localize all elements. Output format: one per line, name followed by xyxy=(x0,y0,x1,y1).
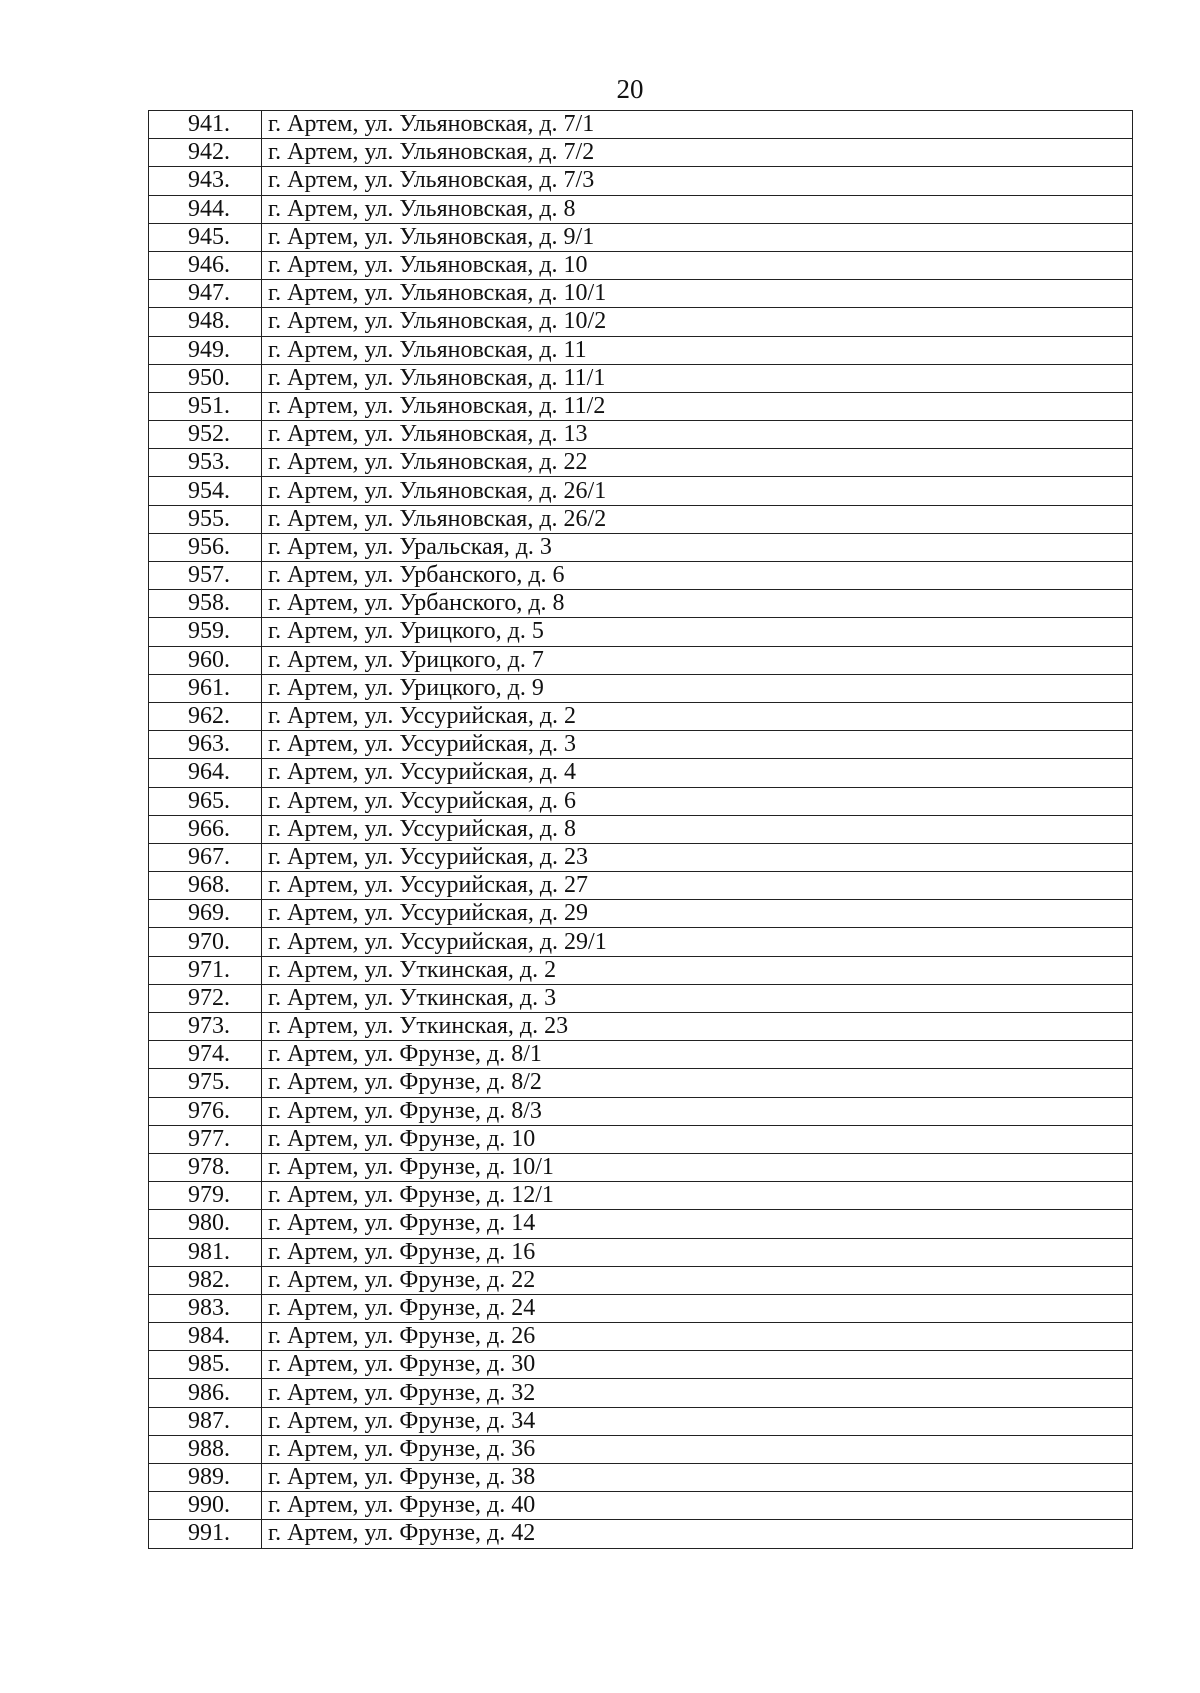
row-address: г. Артем, ул. Уткинская, д. 3 xyxy=(262,984,1133,1012)
table-row xyxy=(149,1125,1133,1153)
row-number: 986. xyxy=(149,1379,262,1407)
table-row xyxy=(149,505,1133,533)
row-number: 946. xyxy=(149,251,262,279)
row-number: 953. xyxy=(149,449,262,477)
table-row xyxy=(149,223,1133,251)
table-row xyxy=(149,1210,1133,1238)
row-number: 979. xyxy=(149,1182,262,1210)
row-number: 961. xyxy=(149,674,262,702)
row-number: 962. xyxy=(149,702,262,730)
row-address: г. Артем, ул. Фрунзе, д. 42 xyxy=(262,1520,1133,1548)
row-number: 989. xyxy=(149,1464,262,1492)
table-row xyxy=(149,956,1133,984)
row-address: г. Артем, ул. Урбанского, д. 6 xyxy=(262,562,1133,590)
row-address: г. Артем, ул. Фрунзе, д. 14 xyxy=(262,1210,1133,1238)
row-address: г. Артем, ул. Фрунзе, д. 8/1 xyxy=(262,1041,1133,1069)
row-address: г. Артем, ул. Уссурийская, д. 8 xyxy=(262,815,1133,843)
row-address: г. Артем, ул. Ульяновская, д. 10 xyxy=(262,251,1133,279)
row-address: г. Артем, ул. Уральская, д. 3 xyxy=(262,533,1133,561)
row-address: г. Артем, ул. Ульяновская, д. 8 xyxy=(262,195,1133,223)
row-number: 959. xyxy=(149,618,262,646)
table-row xyxy=(149,1294,1133,1322)
row-address: г. Артем, ул. Ульяновская, д. 11 xyxy=(262,336,1133,364)
row-address: г. Артем, ул. Ульяновская, д. 7/2 xyxy=(262,139,1133,167)
table-row xyxy=(149,1238,1133,1266)
row-number: 950. xyxy=(149,364,262,392)
row-address: г. Артем, ул. Фрунзе, д. 16 xyxy=(262,1238,1133,1266)
table-row xyxy=(149,364,1133,392)
row-address: г. Артем, ул. Фрунзе, д. 38 xyxy=(262,1464,1133,1492)
row-number: 977. xyxy=(149,1125,262,1153)
table-row xyxy=(149,392,1133,420)
table-row xyxy=(149,928,1133,956)
row-address: г. Артем, ул. Урицкого, д. 9 xyxy=(262,674,1133,702)
row-number: 978. xyxy=(149,1153,262,1181)
row-number: 987. xyxy=(149,1407,262,1435)
row-number: 991. xyxy=(149,1520,262,1548)
table-row xyxy=(149,421,1133,449)
table-row xyxy=(149,900,1133,928)
row-address: г. Артем, ул. Уткинская, д. 2 xyxy=(262,956,1133,984)
table-row xyxy=(149,1041,1133,1069)
table-row xyxy=(149,1182,1133,1210)
row-number: 947. xyxy=(149,280,262,308)
row-address: г. Артем, ул. Фрунзе, д. 26 xyxy=(262,1323,1133,1351)
table-row xyxy=(149,533,1133,561)
row-number: 951. xyxy=(149,392,262,420)
row-number: 983. xyxy=(149,1294,262,1322)
row-number: 968. xyxy=(149,872,262,900)
table-row xyxy=(149,674,1133,702)
table-row xyxy=(149,1520,1133,1548)
row-address: г. Артем, ул. Фрунзе, д. 32 xyxy=(262,1379,1133,1407)
row-address: г. Артем, ул. Урбанского, д. 8 xyxy=(262,590,1133,618)
table-row xyxy=(149,280,1133,308)
row-address: г. Артем, ул. Фрунзе, д. 12/1 xyxy=(262,1182,1133,1210)
row-number: 981. xyxy=(149,1238,262,1266)
row-number: 943. xyxy=(149,167,262,195)
row-address: г. Артем, ул. Фрунзе, д. 8/3 xyxy=(262,1097,1133,1125)
table-row xyxy=(149,1464,1133,1492)
table-row xyxy=(149,449,1133,477)
table-row xyxy=(149,167,1133,195)
row-number: 967. xyxy=(149,843,262,871)
table-row xyxy=(149,731,1133,759)
row-number: 952. xyxy=(149,421,262,449)
row-address: г. Артем, ул. Фрунзе, д. 22 xyxy=(262,1266,1133,1294)
table-row xyxy=(149,1097,1133,1125)
row-number: 958. xyxy=(149,590,262,618)
table-row xyxy=(149,787,1133,815)
table-row xyxy=(149,139,1133,167)
table-row xyxy=(149,872,1133,900)
row-address: г. Артем, ул. Фрунзе, д. 10/1 xyxy=(262,1153,1133,1181)
row-number: 984. xyxy=(149,1323,262,1351)
row-address: г. Артем, ул. Фрунзе, д. 24 xyxy=(262,1294,1133,1322)
row-number: 980. xyxy=(149,1210,262,1238)
address-table xyxy=(148,110,1133,1549)
table-row xyxy=(149,843,1133,871)
table-row xyxy=(149,1492,1133,1520)
row-address: г. Артем, ул. Ульяновская, д. 11/2 xyxy=(262,392,1133,420)
table-row xyxy=(149,195,1133,223)
table-row xyxy=(149,590,1133,618)
row-address: г. Артем, ул. Ульяновская, д. 26/2 xyxy=(262,505,1133,533)
row-number: 975. xyxy=(149,1069,262,1097)
row-number: 948. xyxy=(149,308,262,336)
row-number: 965. xyxy=(149,787,262,815)
table-row xyxy=(149,1379,1133,1407)
row-address: г. Артем, ул. Уссурийская, д. 6 xyxy=(262,787,1133,815)
row-number: 954. xyxy=(149,477,262,505)
row-number: 988. xyxy=(149,1435,262,1463)
row-number: 945. xyxy=(149,223,262,251)
row-address: г. Артем, ул. Уткинская, д. 23 xyxy=(262,1013,1133,1041)
row-address: г. Артем, ул. Фрунзе, д. 10 xyxy=(262,1125,1133,1153)
row-number: 960. xyxy=(149,646,262,674)
row-number: 976. xyxy=(149,1097,262,1125)
row-address: г. Артем, ул. Фрунзе, д. 40 xyxy=(262,1492,1133,1520)
row-address: г. Артем, ул. Урицкого, д. 7 xyxy=(262,646,1133,674)
row-address: г. Артем, ул. Ульяновская, д. 26/1 xyxy=(262,477,1133,505)
row-number: 966. xyxy=(149,815,262,843)
row-number: 974. xyxy=(149,1041,262,1069)
table-row xyxy=(149,702,1133,730)
row-number: 941. xyxy=(149,111,262,139)
table-row xyxy=(149,111,1133,139)
address-table-body xyxy=(149,111,1133,1549)
row-address: г. Артем, ул. Уссурийская, д. 3 xyxy=(262,731,1133,759)
table-row xyxy=(149,308,1133,336)
row-address: г. Артем, ул. Фрунзе, д. 8/2 xyxy=(262,1069,1133,1097)
row-number: 942. xyxy=(149,139,262,167)
row-address: г. Артем, ул. Фрунзе, д. 36 xyxy=(262,1435,1133,1463)
row-number: 970. xyxy=(149,928,262,956)
row-number: 969. xyxy=(149,900,262,928)
row-address: г. Артем, ул. Ульяновская, д. 10/2 xyxy=(262,308,1133,336)
row-number: 972. xyxy=(149,984,262,1012)
row-address: г. Артем, ул. Ульяновская, д. 13 xyxy=(262,421,1133,449)
row-number: 944. xyxy=(149,195,262,223)
table-row xyxy=(149,1153,1133,1181)
row-number: 982. xyxy=(149,1266,262,1294)
row-address: г. Артем, ул. Уссурийская, д. 2 xyxy=(262,702,1133,730)
table-row xyxy=(149,251,1133,279)
row-number: 973. xyxy=(149,1013,262,1041)
table-row xyxy=(149,1069,1133,1097)
row-number: 990. xyxy=(149,1492,262,1520)
row-address: г. Артем, ул. Уссурийская, д. 4 xyxy=(262,759,1133,787)
table-row xyxy=(149,759,1133,787)
row-address: г. Артем, ул. Ульяновская, д. 22 xyxy=(262,449,1133,477)
row-address: г. Артем, ул. Фрунзе, д. 30 xyxy=(262,1351,1133,1379)
row-address: г. Артем, ул. Ульяновская, д. 10/1 xyxy=(262,280,1133,308)
row-number: 985. xyxy=(149,1351,262,1379)
row-address: г. Артем, ул. Уссурийская, д. 23 xyxy=(262,843,1133,871)
row-address: г. Артем, ул. Уссурийская, д. 29/1 xyxy=(262,928,1133,956)
table-row xyxy=(149,618,1133,646)
page-number: 20 xyxy=(616,74,644,104)
table-row xyxy=(149,1323,1133,1351)
table-row xyxy=(149,646,1133,674)
table-row xyxy=(149,1351,1133,1379)
row-address: г. Артем, ул. Фрунзе, д. 34 xyxy=(262,1407,1133,1435)
table-row xyxy=(149,336,1133,364)
row-number: 957. xyxy=(149,562,262,590)
table-row xyxy=(149,477,1133,505)
table-row xyxy=(149,1407,1133,1435)
table-row xyxy=(149,815,1133,843)
row-address: г. Артем, ул. Ульяновская, д. 7/1 xyxy=(262,111,1133,139)
row-number: 949. xyxy=(149,336,262,364)
table-row xyxy=(149,562,1133,590)
row-number: 964. xyxy=(149,759,262,787)
row-address: г. Артем, ул. Урицкого, д. 5 xyxy=(262,618,1133,646)
table-row xyxy=(149,1013,1133,1041)
table-row xyxy=(149,1435,1133,1463)
row-address: г. Артем, ул. Ульяновская, д. 7/3 xyxy=(262,167,1133,195)
row-address: г. Артем, ул. Уссурийская, д. 29 xyxy=(262,900,1133,928)
table-row xyxy=(149,984,1133,1012)
row-number: 963. xyxy=(149,731,262,759)
row-address: г. Артем, ул. Ульяновская, д. 11/1 xyxy=(262,364,1133,392)
row-address: г. Артем, ул. Уссурийская, д. 27 xyxy=(262,872,1133,900)
row-number: 971. xyxy=(149,956,262,984)
row-number: 956. xyxy=(149,533,262,561)
table-row xyxy=(149,1266,1133,1294)
row-number: 955. xyxy=(149,505,262,533)
row-address: г. Артем, ул. Ульяновская, д. 9/1 xyxy=(262,223,1133,251)
